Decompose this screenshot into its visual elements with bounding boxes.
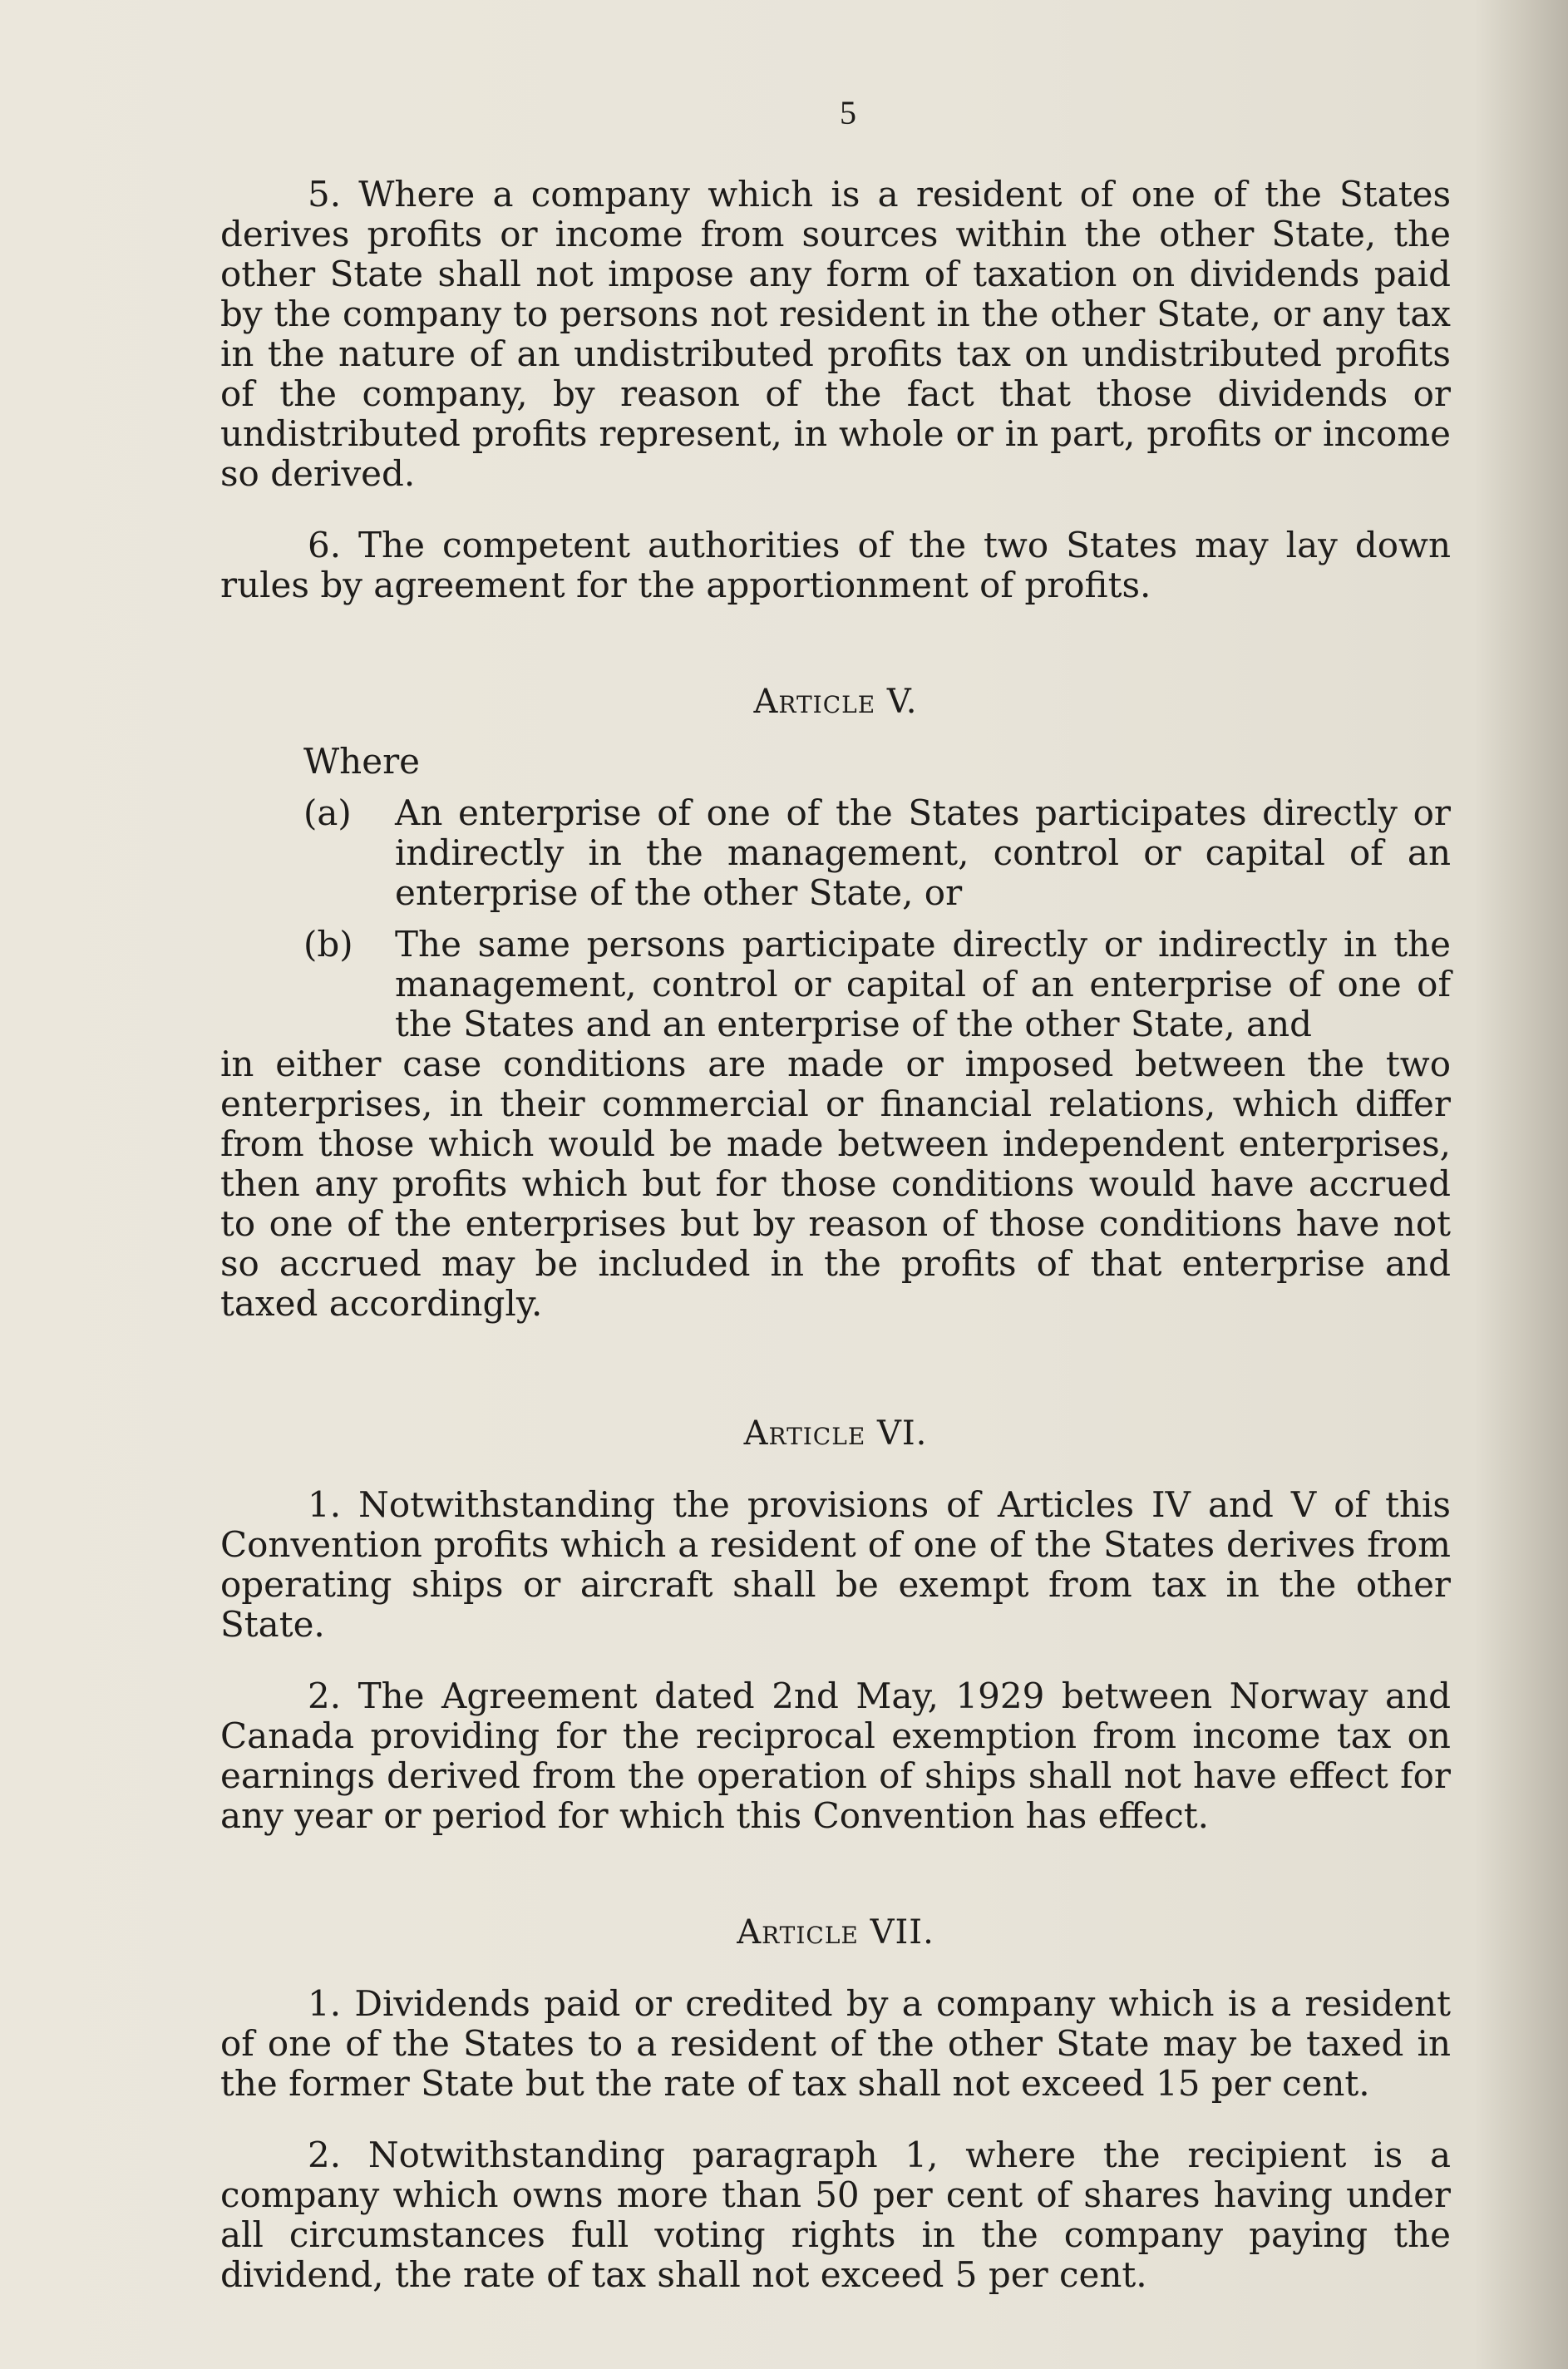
article-vii-heading-word: Article (737, 1913, 859, 1952)
page-number: 5 (840, 94, 856, 131)
article-v-item-a-text: An enterprise of one of the States participates directly or indirectly in the management, control or capital of an enterprise of the other State, or (395, 792, 1451, 913)
article-v-heading (220, 682, 1451, 722)
article-vii-paragraph-1: 1. Dividends paid or credited by a company which is a resident of one of the States to a resident of the other State may be taxed in the former State but the rate of tax shall not exceed 15 per cent. (220, 1983, 1451, 2104)
paragraph-6: 6. The competent authorities of the two States may lay down rules by agreement for the apportionment of profits. (220, 525, 1451, 605)
article-vi-heading (220, 1414, 1451, 1453)
article-v-item-b-text: The same persons participate directly or indirectly in the management, control or capital of an enterprise of one of the States and an enterprise of the other State, and (395, 924, 1451, 1044)
article-v-conclusion: in either case conditions are made or imposed between the two enterprises, in their commercial or financial relations, which differ from those which would be made between independent enterprises, then any profits which but for those conditions would have accrued to one of the enterprises but by reason of those conditions have not so accrued may be included in the profits of that enterprise and taxed accordingly. (220, 1044, 1451, 1324)
article-vii-paragraph-2: 2. Notwithstanding paragraph 1, where the recipient is a company which owns more than 50 per cent of shares having under all circumstances full voting rights in the company paying the dividend, the rate of tax shall not exceed 5 per cent. (220, 2135, 1451, 2295)
article-vi-paragraph-1: 1. Notwithstanding the provisions of Articles IV and V of this Convention profits which a resident of one of the States derives from operating ships or aircraft shall be exempt from tax in the other State. (220, 1484, 1451, 1645)
paragraph-5: 5. Where a company which is a resident of one of the States derives profits or income from sources within the other State, the other State shall not impose any form of taxation on dividends paid by the company to persons not resident in the other State, or any tax in the nature of an undistributed profits tax on undistributed profits of the company, by reason of the fact that those dividends or undistributed profits represent, in whole or in part, profits or income so derived. (220, 174, 1451, 494)
article-v-heading-word: Article (753, 683, 876, 721)
article-v-where: Where (303, 741, 421, 782)
article-vi-heading-word: Article (743, 1414, 866, 1453)
article-vii-heading-number: VII. (870, 1913, 934, 1952)
article-v-item-a-label: (a) (303, 792, 352, 833)
article-v-item-b (220, 925, 1451, 1044)
article-vii-heading (220, 1912, 1451, 1952)
article-v-item-b-label: (b) (303, 924, 353, 965)
page-body (220, 175, 1451, 2295)
article-v-heading-number: V. (886, 683, 918, 721)
article-vi-paragraph-2: 2. The Agreement dated 2nd May, 1929 between Norway and Canada providing for the reciprocal exemption from income tax on earnings derived from the operation of ships shall not have effect for any year or period for which this Convention has effect. (220, 1676, 1451, 1836)
article-v-item-a (220, 793, 1451, 913)
article-vi-heading-number: VI. (876, 1414, 928, 1453)
